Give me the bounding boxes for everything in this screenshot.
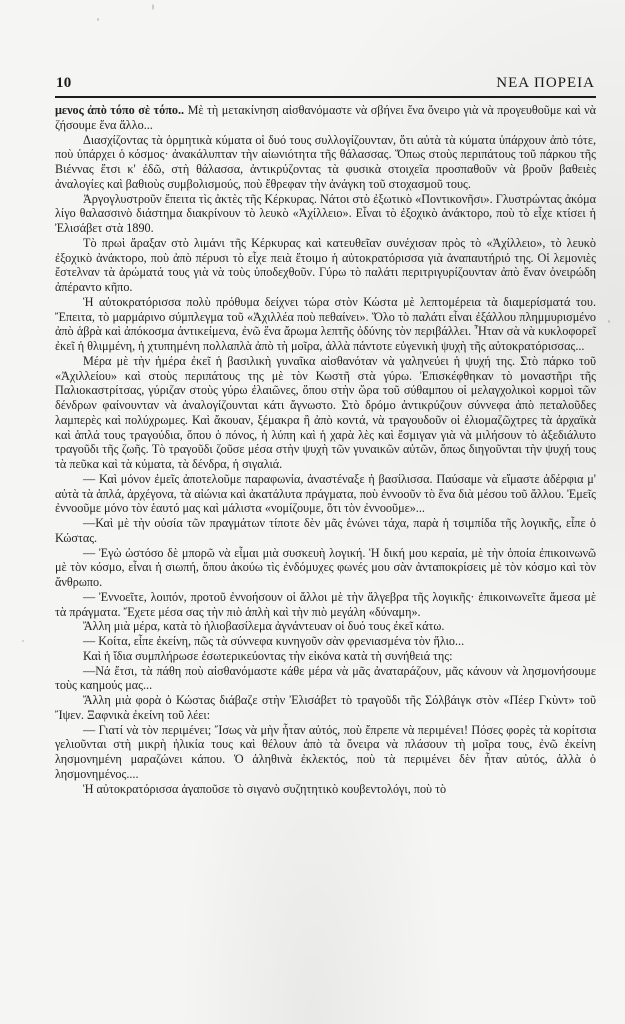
paragraph-text: Διασχίζοντας τὰ ὁρμητικὰ κύματα οἱ δυό τους συλλογίζουνταν, ὅτι αὐτὰ τὰ κύματα ὑπάρχουν ἀπὸ τότε, ποὺ ὑπάρχει ὁ κόσμος· ἀνακάλυπταν τὴν αἰωνιότητα τῆς θάλασσας. Ὅπως στοὺς περιπάτους τοῦ πάρκου τῆς Βιέννας ἔτσι κ' ἐδῶ, στὴ θάλασσα, ἀντικρύζοντας τὰ φυσικὰ στοιχεῖα προσπαθοῦν νὰ βροῦν βαθειὲς ἀναλογίες καὶ βαθιοὺς συμβολισμούς, ποὺ ἔθρεφαν τὴν ἀνάγκη τοῦ στοχασμοῦ τους. (55, 132, 596, 191)
paragraph-text: Ἡ αὐτοκρατόρισσα πολὺ πρόθυμα δείχνει τώρα στὸν Κώστα μὲ λεπτομέρεια τὰ διαμερίσματά του. Ἔπειτα, τὸ μαρμάρινο σύμπλεγμα τοῦ «Ἀχιλλέα ποὺ πεθαίνει». Ὅλο τὸ παλάτι εἶναι ἐξάλλου πλημμυρισμένο ἀπὸ ἁβρὰ καὶ ἀπόκοσμα ἀντικείμενα, ἐνῶ ἕνα ἄρωμα λεπτῆς ὀδύνης τὸν περιβάλλει. Ἦταν σὰ νὰ κυκλοφορεῖ ἐκεῖ ἡ θλιμμένη, ἡ χτυπημένη πολλαπλὰ ἀπὸ τὴ μοῖρα, ἀλλὰ πάντοτε εὐγενικὴ ψυχὴ τῆς αὐτοκρατόρισσας... (55, 294, 596, 353)
dialogue-paragraph (55, 516, 596, 546)
scan-speck (608, 320, 610, 323)
dialogue-paragraph (55, 723, 596, 782)
paragraph-text: Ἄλλη μιὰ μέρα, κατὰ τὸ ἡλιοβασίλεμα ἀγνάντευαν οἱ δυό τους ἐκεῖ κάτω. (83, 619, 445, 634)
paragraph (55, 295, 596, 354)
paragraph-text: Μὲ τὴ μετακίνηση αἰσθανόμαστε νὰ σβήνει ἕνα ὄνειρο γιὰ νὰ προγευθοῦμε καὶ νὰ ζήσουμε ἕνα ἄλλο... (55, 103, 596, 132)
paragraph-text: — Ἐννοεῖτε, λοιπόν, προτοῦ ἐννοήσουν οἱ ἄλλοι μὲ τὴν ἄλγεβρα τῆς λογικῆς· ἐπικοινωνεῖτε ἄμεσα μὲ τὰ πράγματα. Ἔχετε μέσα σας τὴν πιὸ ἁπλὴ καὶ τὴν πιὸ μεγάλη «δύναμη». (55, 589, 596, 619)
page-number: 10 (56, 75, 72, 91)
paragraph-text: Ἄλλη μιὰ φορὰ ὁ Κώστας διάβαζε στὴν Ἐλισάβετ τὸ τραγοῦδι τῆς Σόλβάιγκ στὸν «Πέερ Γκὺντ» τοῦ Ἴψεν. Ξαφνικὰ ἐκείνη τοῦ λέει: (55, 693, 596, 722)
paragraph-text: Ἀργογλυστροῦν ἔπειτα τὶς ἀκτὲς τῆς Κέρκυρας. Νάτοι στὸ ἐξωτικὸ «Ποντικονῆσι». Γλυστρώντας ἀκόμα λίγο θαλασσινὸ διάστημα διακρίνουν τὸ λευκὸ «Ἀχίλλειο». Εἶναι τὸ ἐξοχικὸ ἀνάκτορο, ποὺ τὸ εἶχε κτίσει ἡ Ἐλισάβετ στὰ 1890. (55, 191, 596, 235)
paragraph-text: —Νά ἔτσι, τὰ πάθη ποὺ αἰσθανόμαστε κάθε μέρα νὰ μᾶς ἀναταράζουν, μᾶς κάνουν νὰ λησμονήσουμε τοὺς καημούς μας... (55, 663, 596, 693)
paragraph-text: — Ἐγὼ ὡστόσο δὲ μπορῶ νὰ εἶμαι μιὰ συσκευὴ λογική. Ἡ δική μου κεραία, μὲ τὴν ὁποία ἐπικοινωνῶ μὲ τὸν κόσμο, εἶναι ἡ σιωπή, ὅπου ἀκούω τὶς ἐνδόμυχες φωνές μου σὰν ἀνταποκρίσεις μὲ τὸν κόσμο καὶ τὸν ἄνθρωπο. (55, 545, 596, 589)
article-body (55, 103, 596, 796)
scan-speck (152, 4, 154, 10)
paragraph (55, 693, 596, 723)
paragraph (55, 619, 596, 634)
dialogue-paragraph (55, 590, 596, 620)
paragraph (55, 133, 596, 192)
dialogue-paragraph (55, 634, 596, 649)
paragraph (55, 782, 596, 797)
paragraph-text: Ἡ αὐτοκρατόρισσα ἀγαποῦσε τὸ σιγανὸ συζητητικὸ κουβεντολόγι, ποὺ τὸ (83, 781, 447, 796)
header-rule (55, 96, 596, 98)
paragraph-text: — Καὶ μόνον ἐμεῖς ἀποτελοῦμε παραφωνία, ἀναστέναξε ἡ βασίλισσα. Παύσαμε νὰ εἴμαστε ἀδέρφια μ' αὐτὰ τὰ ἁπλά, ἀρχέγονα, τὰ αἰώνια καὶ ἀκατάλυτα πράγματα, ποὺ ἐννοοῦν τὸ ἕνα διὰ μέσου τοῦ ἄλλου. Ἐμεῖς ἐννοοῦμε μόνο τὸν ἑαυτό μας καὶ μάλιστα «νομίζουμε, ὅτι τὸν ἐννοοῦμε»... (55, 471, 596, 516)
dialogue-paragraph (55, 546, 596, 590)
paragraph (55, 236, 596, 295)
paragraph-text: Τὸ πρωὶ ἄραξαν στὸ λιμάνι τῆς Κέρκυρας καὶ κατευθεῖαν συνέχισαν πρὸς τὸ «Ἀχίλλειο», τὸ λευκὸ ἐξοχικὸ ἀνάκτορο, ποὺ ἀπὸ πέρυσι τὸ εἶχε πειὰ ἕτοιμο ἡ αὐτοκρατόρισσα γιὰ ἀναπαυτήριό της. Οἱ λεμονιὲς ἔστελναν τὰ ἀρώματά τους γιὰ νὰ τοὺς ὑποδεχθοῦν. Γύρω τὸ παλάτι περιτριγυρίζουνταν ἀπὸ ἕναν ὀνειρώδη ἀπέραντο κῆπο. (55, 235, 596, 294)
paragraph-text: — Γιατί νὰ τὸν περιμένει; Ἴσως νὰ μὴν ἦταν αὐτός, ποὺ ἔπρεπε νὰ περιμένει! Πόσες φορὲς τὰ κορίτσια γελιοῦνται στὴ μικρὴ ἡλικία τους καὶ θέλουν ἀπὸ τὰ ὄνειρα νὰ πλάσουν τὴ μοῖρα τους, ἐνῶ ἐκείνη λησμονημένη μαραζώνει κάπου. Ὁ ἀληθινὰ ἐκλεκτός, ποὺ τὰ περιμένει δὲν ἦταν αὐτός, ἀλλὰ ὁ λησμονημένος.... (55, 722, 596, 781)
scan-speck (22, 640, 24, 642)
paragraph-text: —Καὶ μὲ τὴν οὐσία τῶν πραγμάτων τίποτε δὲν μᾶς ἑνώνει τάχα, παρὰ ἡ τσιμπίδα τῆς λογικῆς, εἶπε ὁ Κώστας. (55, 516, 596, 545)
paragraph-text: Μέρα μὲ τὴν ἡμέρα ἐκεῖ ἡ βασιλικὴ γυναῖκα αἰσθανόταν νὰ γαληνεύει ἡ ψυχή της. Στὸ πάρκο τοῦ «Ἀχιλλείου» καὶ στοὺς περιπάτους της μὲ τὸν Κωστῆ στὰ γύρω. Ἐπισκέφθηκαν τὸ μοναστῆρι τῆς Παλιοκαστρίτσας, γύριζαν στοὺς γύρω ἐλαιῶνες, ὅπου στὴν ὥρα τοῦ σύθαμπου οἱ μελαγχολικοὶ κορμοὶ τῶν δένδρων φαίνουνταν νὰ ἀναλογίζουνται κάτι ἄγνωστο. Στὸ δρόμο ἀντικρύζουν σύννεφα ἀπὸ πεταλοῦδες λαμπερὲς καὶ πολύχρωμες. Καὶ ἄκουαν, ξέμακρα ἢ ἀπὸ κοντά, νὰ τραγουδοῦν οἱ ἐλιομαζῶχτρες τὰ ἀρχαϊκὰ καὶ ἁπλά τους τραγούδια, ὅπου ὁ πόνος, ἡ λύπη καὶ ἡ χαρὰ λὲς καὶ ἔσμιγαν γιὰ νὰ μιλήσουν τὸ ἀξεδιάλυτο τραγοῦδι τῆς ζωῆς. Τὸ τραγοῦδι ζοῦσε μέσα στὴν ψυχὴ τῶν γυναικῶν αὐτῶν, ὅπως διηγοῦνται τὴν ψυχή τους τὰ πεῦκα καὶ τὰ κύματα, τὰ δένδρα, ἡ σιγαλιά. (55, 353, 596, 471)
paragraph-lead: μενος ἀπὸ τόπο σὲ τόπο.. (55, 103, 185, 117)
paragraph (55, 103, 596, 133)
running-head (56, 70, 595, 92)
scan-speck (97, 18, 99, 21)
paragraph (55, 192, 596, 236)
dialogue-paragraph (55, 472, 596, 516)
paragraph (55, 354, 596, 472)
paragraph-text: Καὶ ἡ ἴδια συμπλήρωσε ἐσωτερικεύοντας τὴν εἰκόνα κατὰ τὴ συνήθειά της: (83, 648, 453, 663)
journal-title: ΝΕΑ ΠΟΡΕΙΑ (496, 75, 595, 91)
dialogue-paragraph (55, 664, 596, 694)
paragraph-text: — Κοίτα, εἶπε ἐκείνη, πῶς τὰ σύννεφα κυνηγοῦν σὰν φρενιασμένα τὸν ἥλιο... (83, 634, 465, 648)
paragraph (55, 649, 596, 664)
